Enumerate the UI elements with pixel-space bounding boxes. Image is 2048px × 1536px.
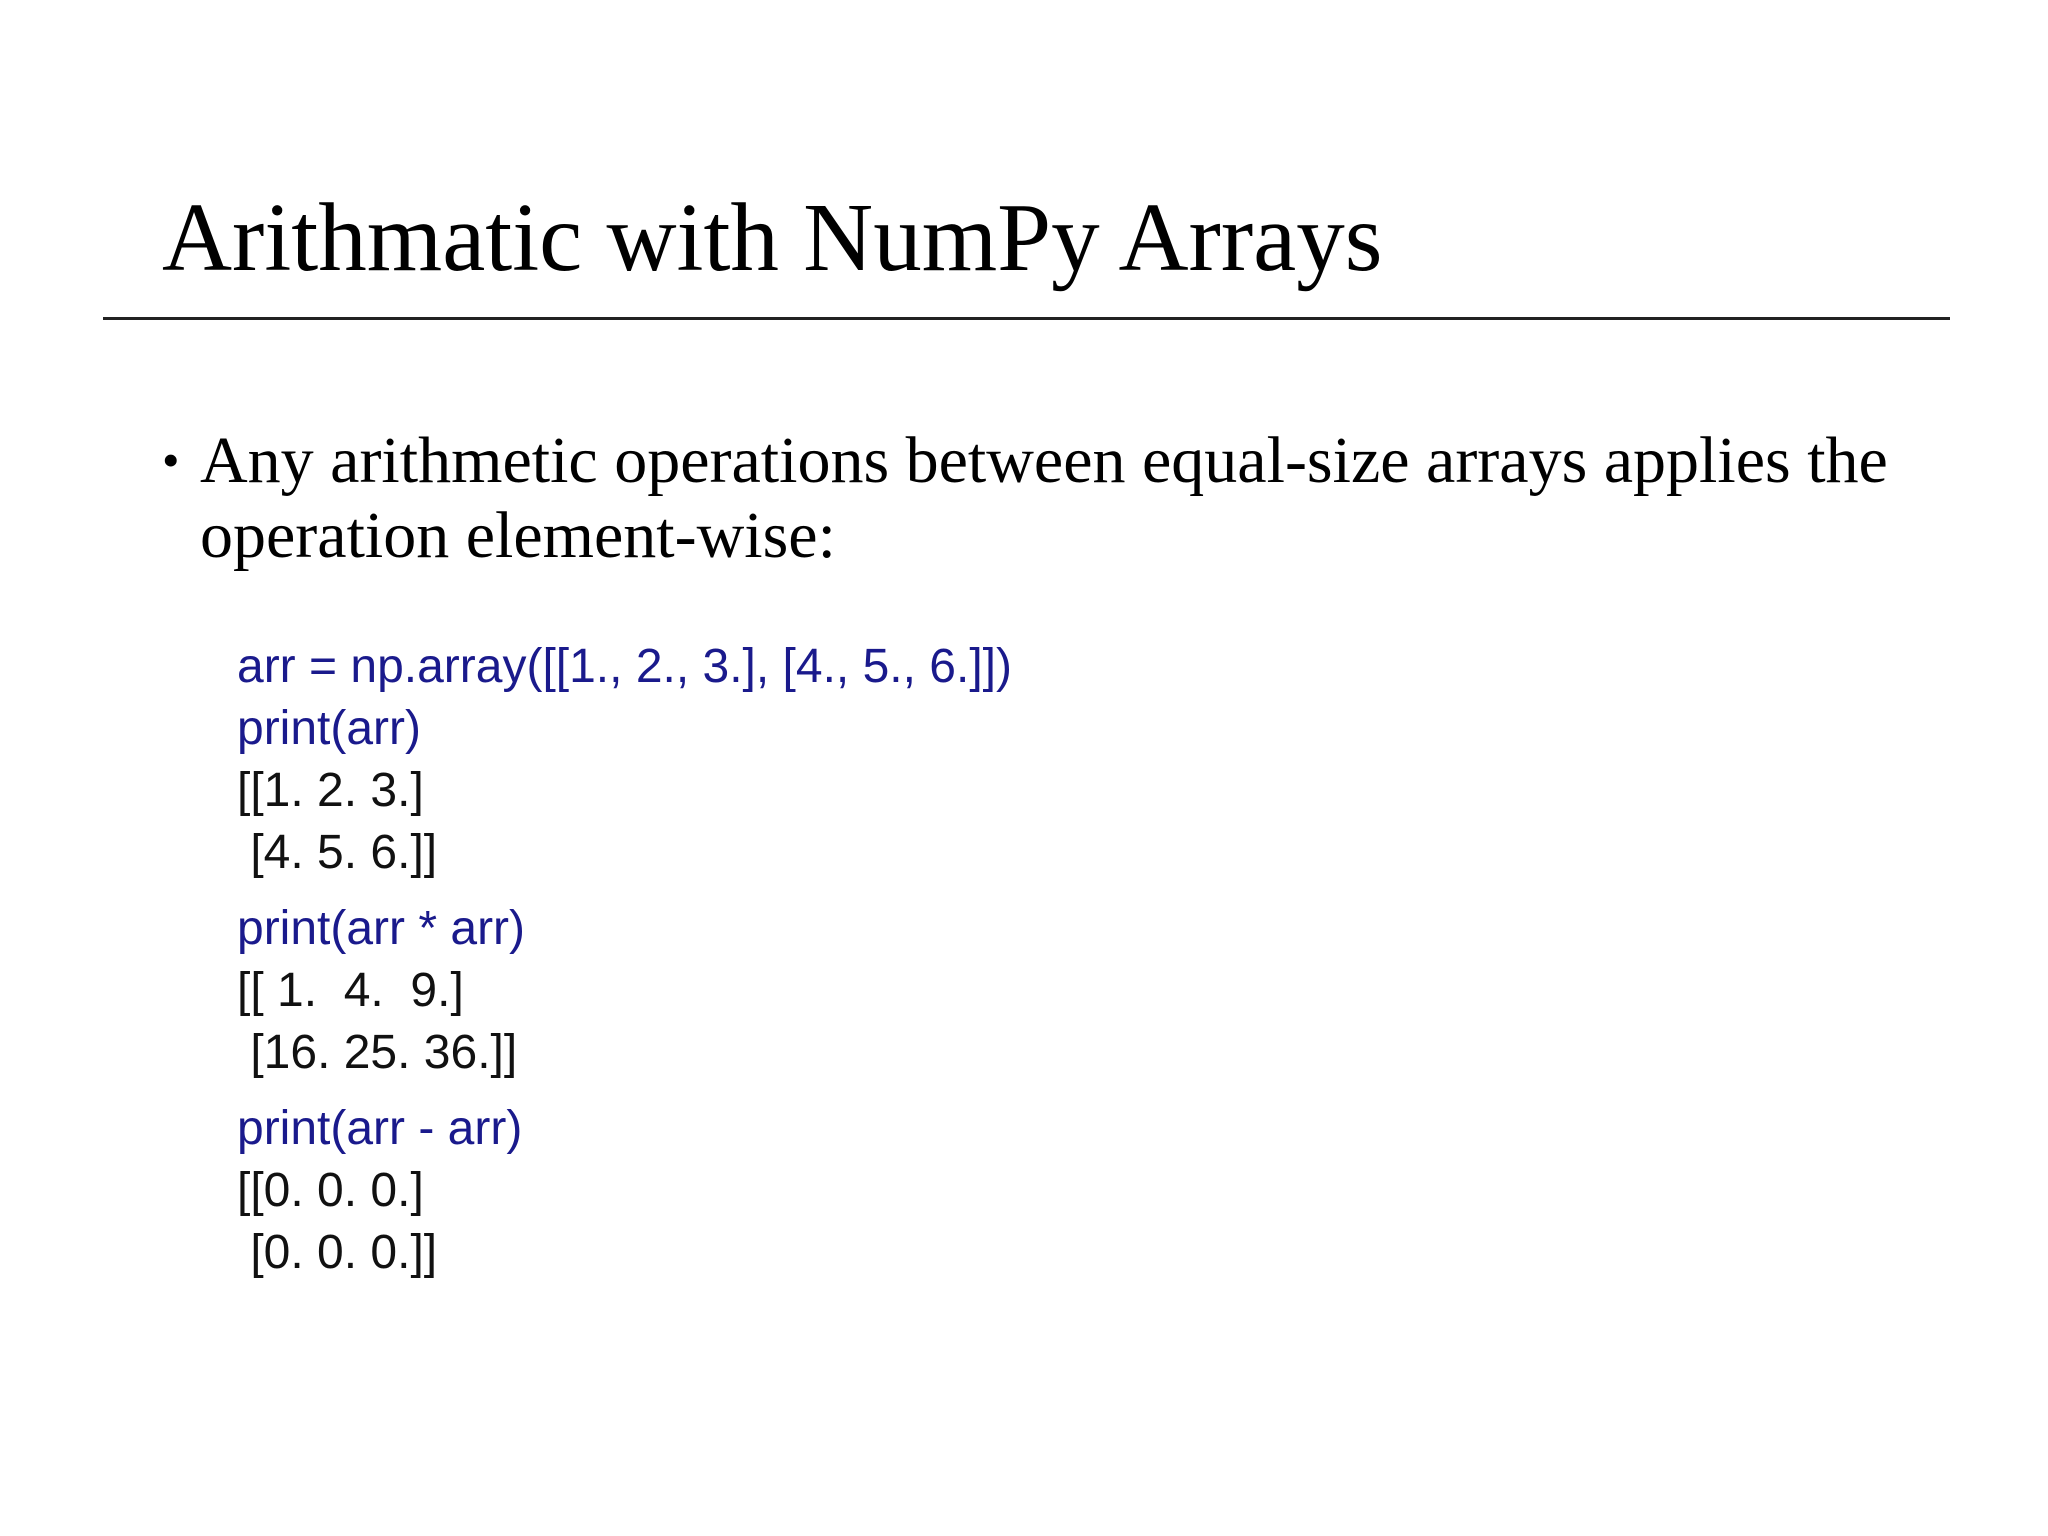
code-line-command: print(arr - arr) — [237, 1102, 523, 1155]
code-line-command: print(arr) — [237, 702, 422, 755]
bullet-marker: • — [162, 432, 180, 488]
code-line-output: [0. 0. 0.]] — [237, 1226, 438, 1279]
code-block-gap — [237, 884, 1012, 898]
code-line-output: [[1. 2. 3.] — [237, 764, 424, 817]
code-example — [237, 636, 1012, 1284]
code-line-output: [4. 5. 6.]] — [237, 826, 438, 879]
slide-title: Arithmatic with NumPy Arrays — [162, 184, 1383, 291]
title-divider — [103, 317, 1950, 320]
code-line-output: [16. 25. 36.]] — [237, 1026, 518, 1079]
code-line-output: [[0. 0. 0.] — [237, 1164, 424, 1217]
code-line-command: arr = np.array([[1., 2., 3.], [4., 5., 6.]]) — [237, 640, 1012, 693]
code-block-gap — [237, 1084, 1012, 1098]
code-line-command: print(arr * arr) — [237, 902, 526, 955]
code-line-output: [[ 1. 4. 9.] — [237, 964, 464, 1017]
bullet-text: Any arithmetic operations between equal-size arrays applies the operation element-wise: — [200, 424, 1888, 572]
